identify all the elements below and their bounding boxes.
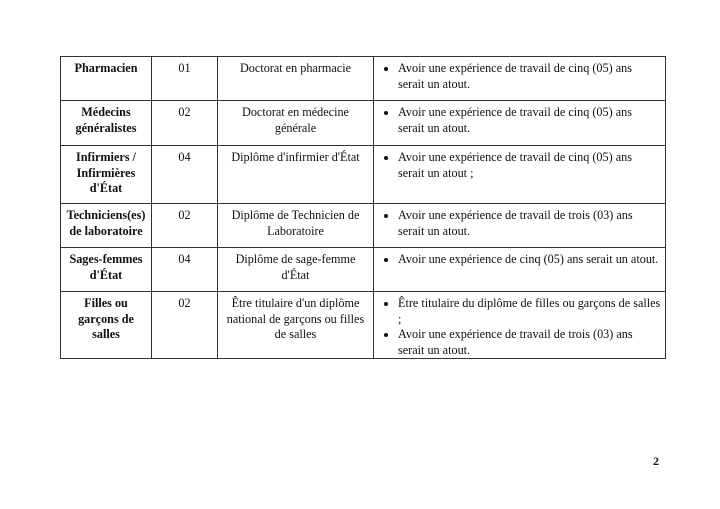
post-count: 02	[152, 292, 218, 359]
table-row	[61, 292, 666, 359]
post-title: Pharmacien	[61, 57, 152, 101]
post-count: 04	[152, 248, 218, 292]
condition-item: Être titulaire du diplôme de filles ou garçons de salles ;	[378, 296, 661, 327]
conditions-cell	[374, 292, 666, 359]
table-row	[61, 146, 666, 204]
condition-item: Avoir une expérience de cinq (05) ans serait un atout.	[378, 252, 661, 268]
post-count: 04	[152, 146, 218, 204]
condition-item: Avoir une expérience de travail de cinq (05) ans serait un atout.	[378, 105, 661, 136]
post-title: Médecins généralistes	[61, 101, 152, 146]
conditions-cell	[374, 146, 666, 204]
post-count: 01	[152, 57, 218, 101]
conditions-cell	[374, 204, 666, 248]
table-row	[61, 101, 666, 146]
requirements-table	[60, 56, 666, 359]
condition-item: Avoir une expérience de travail de cinq (05) ans serait un atout ;	[378, 150, 661, 181]
conditions-cell	[374, 101, 666, 146]
post-title: Infirmiers / Infirmières d'État	[61, 146, 152, 204]
condition-item: Avoir une expérience de travail de trois (03) ans serait un atout.	[378, 327, 661, 358]
conditions-cell	[374, 248, 666, 292]
post-count: 02	[152, 101, 218, 146]
diploma-required: Doctorat en médecine générale	[218, 101, 374, 146]
post-title: Filles ou garçons de salles	[61, 292, 152, 359]
table-row	[61, 57, 666, 101]
diploma-required: Doctorat en pharmacie	[218, 57, 374, 101]
conditions-cell	[374, 57, 666, 101]
post-title: Sages-femmes d'État	[61, 248, 152, 292]
page-number: 2	[653, 454, 659, 468]
condition-item: Avoir une expérience de travail de cinq (05) ans serait un atout.	[378, 61, 661, 92]
table-row	[61, 204, 666, 248]
diploma-required: Diplôme d'infirmier d'État	[218, 146, 374, 204]
diploma-required: Diplôme de sage-femme d'État	[218, 248, 374, 292]
post-count: 02	[152, 204, 218, 248]
post-title: Techniciens(es) de laboratoire	[61, 204, 152, 248]
table-row	[61, 248, 666, 292]
diploma-required: Diplôme de Technicien de Laboratoire	[218, 204, 374, 248]
diploma-required: Être titulaire d'un diplôme national de garçons ou filles de salles	[218, 292, 374, 359]
condition-item: Avoir une expérience de travail de trois (03) ans serait un atout.	[378, 208, 661, 239]
